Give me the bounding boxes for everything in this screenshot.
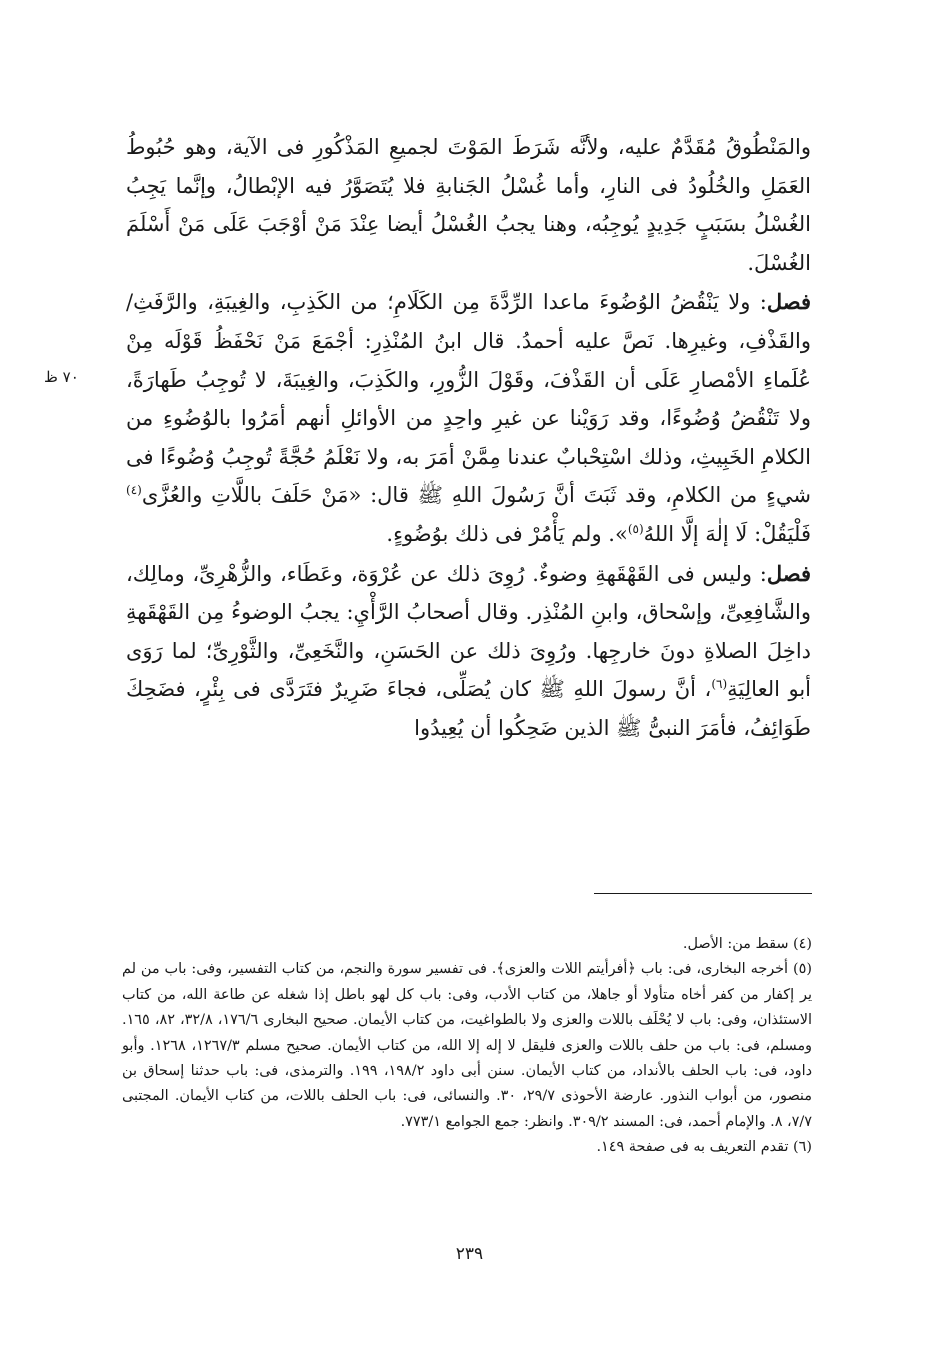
footnote-5: (٥) أخرجه البخارى، فى: باب ﴿أفرأيتم اللات والعزى﴾. فى تفسير سورة والنجم، من كتاب التفسير، وفى: باب من لم ير إكفار من كفر أخاه متأولا أو جاهلا، من كتاب الأدب، وفى: باب كل لهو باطل إذا شغله عن طاعة الله، من كتاب الاستئذان، وفى: باب لا يُحْلَف باللات والعزى ولا بالطواغيت، من كتاب الأيمان. صحيح البخارى ٦/‏١٧٦، ٨/‏٣٢، ٨٢، ١٦٥. ومسلم، فى: باب من حلف باللات والعزى فليقل لا إله إلا الله، من كتاب الأيمان. صحيح مسلم ٣/‏١٢٦٧، ١٢٦٨. وأبو داود، فى: باب الحلف بالأنداد، من كتاب الأيمان. سنن أبى داود ٢/‏١٩٨، ١٩٩. والترمذى، فى: باب حدثنا إسحاق بن منصور، من أبواب النذور. عارضة الأحوذى ٧/‏٢٩، ٣٠. والنسائى، فى: باب الحلف باللات، من كتاب الأيمان. المجتبى ٧/‏٧، ٨. والإمام أحمد، فى: المسند ٢/‏٣٠٩. وانظر: جمع الجوامع ١/‏٧٧٣. [122,961,812,1130]
paragraph-3 [126,555,811,748]
paragraph-2-text-b: فَلْيَقُلْ: لَا إلٰهَ إلَّا اللهُ [643,521,811,546]
page-number: ٢٣٩ [455,1244,484,1264]
paragraph-1 [126,128,811,282]
paragraph-3-text-a: : وليس فى القَهْقَهةِ وضوءٌ. رُوِىَ ذلك عن عُرْوَة، وعَطَاء، والزُّهْرِىِّ، ومالِك، والشَّافِعِىِّ، وإسْحاق، وابنِ المُنْذِر. وقال أصحابُ الرَّأْيِ: يجبُ الوضوءُ مِن القَهْقَهةِ داخِلَ الصلاةِ دونَ خارجِها. ورُوِىَ ذلك عن الحَسَنِ، والنَّخَعِىِّ، والثَّوْرِىِّ؛ لما رَوَى أبو العالِيَةِ [126,561,811,702]
fasl-heading: فصل [766,289,811,315]
paragraph-1-text: والمَنْطُوقُ مُقَدَّمٌ عليه، ولأنَّه شَرَطَ المَوْتَ لجميعِ المَذْكُورِ فى الآية، وهو حُبُوطُ العَمَلِ والخُلُودُ فى النارِ، وأما غُسْلُ الجَنابةِ فلا يُتَصَوَّرُ فيه الإبْطالُ، وإنَّما يَجِبُ الغُسْلُ بسَبَبٍ جَدِيدٍ يُوجِبُه، وهنا يجبُ الغُسْلُ أيضا عِنْدَ مَنْ أوْجَبَ عَلَى مَنْ أَسْلَمَ الغُسْلَ. [126,135,811,275]
margin-folio-note: ٧٠ ظ [44,368,79,386]
main-text [126,128,811,748]
footnote-ref-6: (٦) [711,677,728,692]
footnote-ref-5: (٥) [627,521,644,536]
footnote-separator [594,893,812,894]
footnote-4: (٤) سقط من: الأصل. [682,936,812,952]
fasl-heading: فصل [766,560,811,586]
paragraph-2 [126,283,811,553]
paragraph-2-text-c: ». ولم يَأْمُرْ فى ذلك بوُضُوءٍ. [386,521,628,546]
footnote-ref-4: (٤) [126,483,142,498]
paragraph-2-text-a: : ولا يَنْقُضُ الوُضُوءَ ماعدا الرِّدَّةَ مِن الكَلَامِ؛ من الكَذِبِ، والغِيبَةِ، والرَّفَثِ/ والقَذْفِ، وغيرِها. نَصَّ عليه أحمدُ. قال ابنُ المُنْذِرِ: أجْمَعَ مَنْ نَحْفَظُ قَوْلَه مِنْ عُلَماءِ الأمْصارِ عَلَى أن القَذْفَ، وقَوْلَ الزُّورِ، والكَذِبَ، والغِيبَةَ، لا تُوجِبُ طَهارَةً، ولا تَنْقُضُ وُضُوءًا، وقد رَوَيْنا عن غيرِ واحِدٍ من الأوائلِ أنهم أمَرُوا بالوُضُوءِ من الكلامِ الخَبِيثِ، وذلك اسْتِحْبابٌ عندنا مِمَّنْ أمَرَ به، ولا نَعْلَمُ حُجَّةً تُوجِبُ وُضُوءًا فى شيءٍ من الكلامِ، وقد ثَبَتَ أنَّ رَسُولَ اللهِ ﷺ قال: «مَنْ حَلَفَ باللَّاتِ والعُزَّى [126,290,811,508]
footnote-6: (٦) تقدم التعريف به فى صفحة ١٤٩. [596,1139,812,1156]
paragraph-3-text-b: ، أنَّ رسولَ اللهِ ﷺ كان يُصَلِّى، فجاءَ ضَرِيرٌ فتَرَدَّى فى بِئْرٍ، فضَحِكَ طَوَائِفُ، فأمَرَ النبىُّ ﷺ الذين ضَحِكُوا أن يُعِيدُوا [126,677,811,740]
footnotes [122,932,812,1161]
